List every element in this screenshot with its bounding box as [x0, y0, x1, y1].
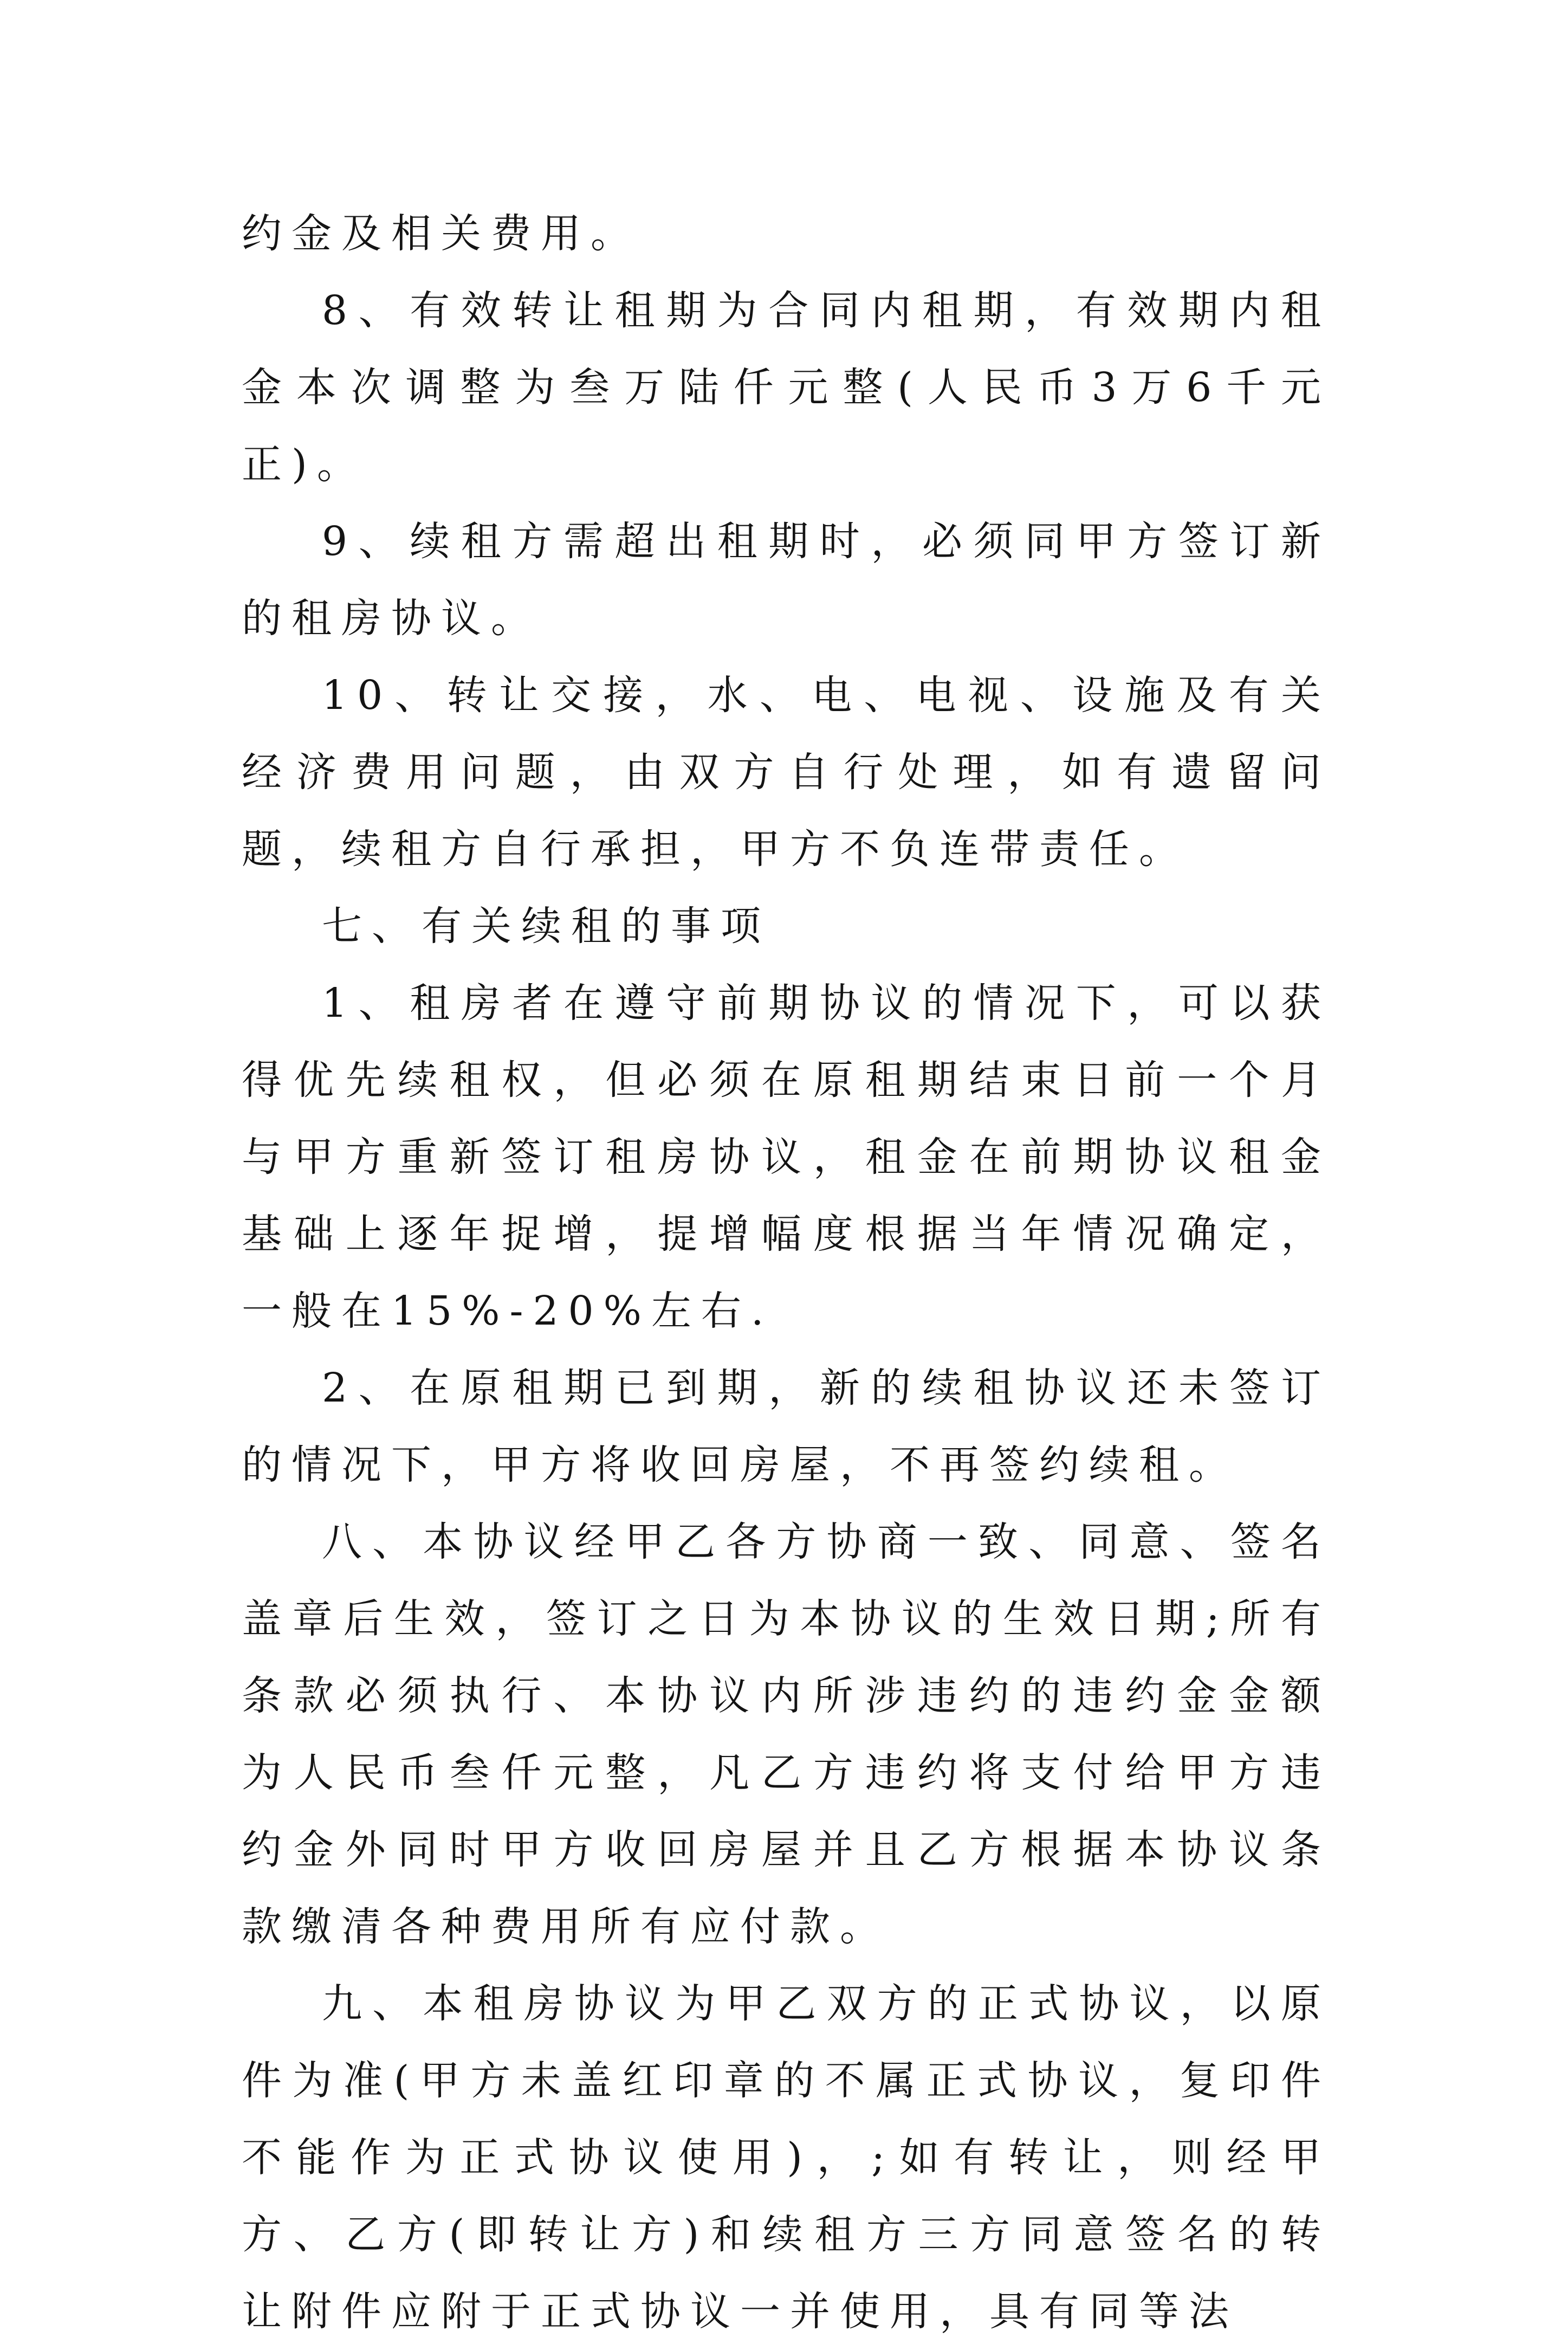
paragraph-section-8: 八、本协议经甲乙各方协商一致、同意、签名盖章后生效，签订之日为本协议的生效日期;所有条款必须执行、本协议内所涉违约的违约金金额为人民币叁仟元整，凡乙方违约将支付给甲方违约金外同时甲方收回房屋并且乙方根据本协议条款缴清各种费用所有应付款。	[242, 1519, 1331, 1950]
paragraph-renewal-1: 1、租房者在遵守前期协议的情况下，可以获得优先续租权，但必须在原租期结束日前一个月与甲方重新签订租房协议，租金在前期协议租金基础上逐年捉增，提增幅度根据当年情况确定，一般在15%-20%左右.	[242, 980, 1331, 1334]
paragraph-renewal-2: 2、在原租期已到期，新的续租协议还未签订的情况下，甲方将收回房屋，不再签约续租。	[242, 1365, 1331, 1488]
paragraph-clause-8: 8、有效转让租期为合同内租期，有效期内租金本次调整为叁万陆仟元整(人民币3万6千元正)。	[242, 287, 1331, 488]
paragraph-section-9: 九、本租房协议为甲乙双方的正式协议，以原件为准(甲方未盖红印章的不属正式协议，复印件不能作为正式协议使用)，;如有转让，则经甲方、乙方(即转让方)和续租方三方同意签名的转让附件应附于正式协议一并使用，具有同等法	[242, 1980, 1331, 2335]
section-heading-7: 七、有关续租的事项	[322, 903, 770, 950]
paragraph-clause-10: 10、转让交接，水、电、电视、设施及有关经济费用问题，由双方自行处理，如有遗留问题，续租方自行承担，甲方不负连带责任。	[242, 672, 1331, 873]
paragraph-clause-9: 9、续租方需超出租期时，必须同甲方签订新的租房协议。	[242, 518, 1331, 642]
paragraph-continuation: 约金及相关费用。	[242, 210, 640, 257]
document-body	[242, 195, 1331, 2350]
